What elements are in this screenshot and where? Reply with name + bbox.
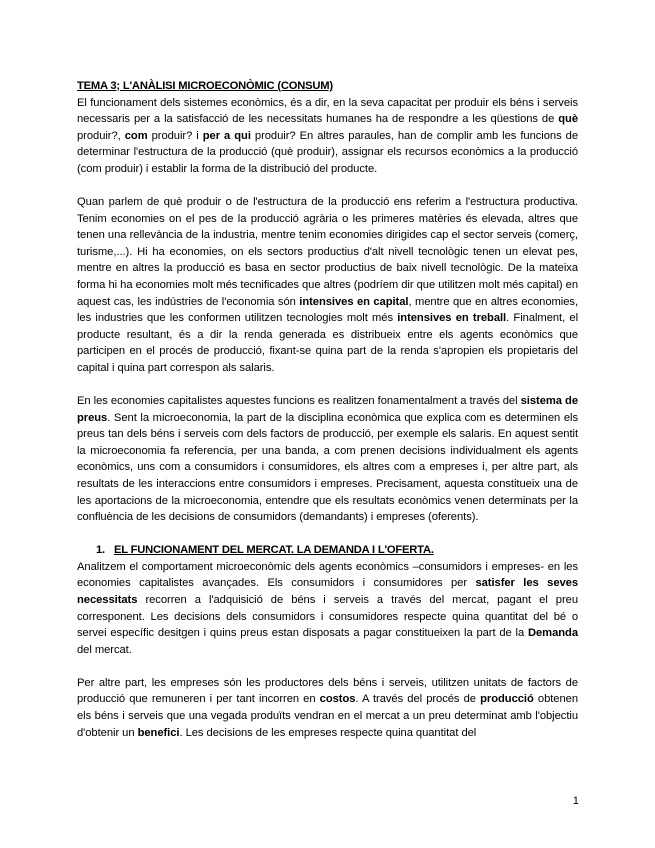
paragraph-intro: El funcionament dels sistemes econòmics, és a dir, en la seva capacitat per produir els béns i serveis necessaris per a la satisfacció de les necessitats humanes ha de respondre a les qüestions de què produir?, com produir? i per a qui produir? En altres paraules, han de complir amb les funcions de determinar l'estructura de la producció (què produir), assignar els recursos econòmics a la producció (com produir) i establir la forma de la distribució del producte. [77, 96, 578, 175]
document-title: TEMA 3; L'ANÀLISI MICROECONÒMIC (CONSUM) [77, 80, 333, 92]
section-number: 1. [96, 544, 105, 557]
section-title: EL FUNCIONAMENT DEL MERCAT. LA DEMANDA I L'OFERTA. [114, 544, 434, 557]
section-heading [77, 542, 578, 559]
page-number: 1 [572, 795, 579, 807]
paragraph-structure: Quan parlem de què produir o de l'estructura de la producció ens referim a l'estructura productiva. Tenim economies on el pes de la producció agrària o les primeres matèries és elevada, altres que tenen una rellevància de la industria, mentre tenim economies dirigides cap el sector serveis (comerç, turisme,...). Hi ha economies, on els sectors productius d'alt nivell tecnològic tenen un elevat pes, mentre en altres la producció es basa en sector productius de baix nivell tecnològic. De la mateixa forma hi ha economies molt més tecnificades que altres (podríem dir que utilitzen molt més capital) en aquest cas, les indústries de l'economia són intensives en capital, mentre que en altres economies, les industries que les conformen utilitzen tecnologies molt més intensives en treball. Finalment, el producte resultant, és a dir la renda generada es distribueix entre els agents econòmics que participen en el procés de producció, fixant-se quina part de la renda s'apropien els propietaris del capital i quina part correspon als salaris. [77, 195, 579, 374]
paragraph-supply: Per altre part, les empreses són les productores dels béns i serveis, utilitzen unitats de factors de producció que remuneren i per tant incorren en costos. A través del procés de producció obtenen els béns i serveis que una vegada produïts vendran en el mercat a un preu determinat amb l'objectiu d'obtenir un benefici. Les decisions de les empreses respecte quina quantitat del [77, 676, 578, 739]
paragraph-price-system: En les economies capitalistes aquestes funcions es realitzen fonamentalment a través del sistema de preus. Sent la microeconomia, la part de la disciplina econòmica que explica com es determinen els preus tan dels béns i serveis com dels factors de producció, per exemple els salaris. En aquest sentit la microeconomia fa referencia, per una banda, a com prenen decisions individualment els agents econòmics, uns com a consumidors i consumidores, els altres com a empreses i, per altre part, als resultats de les interaccions entre consumidors i empreses. Precisament, aquesta constitueix una de les aportacions de la microeconomia, entendre que els resultats econòmics venen determinats per la confluència de les decisions de consumidors (demandants) i empreses (oferents). [77, 395, 578, 524]
paragraph-demand: Analitzem el comportament microeconòmic dels agents econòmics –consumidors i empreses- en les economies capitalistes avançades. Els consumidors i consumidores per satisfer les seves necessitats recorren a l'adquisició de béns i serveis a través del mercat, pagant el preu corresponent. Les decisions dels consumidors i consumidores respecte quina quantitat del bé o servei específic desitgen i quins preus estan disposats a pagar constitueixen la part de la Demanda del mercat. [77, 560, 579, 656]
